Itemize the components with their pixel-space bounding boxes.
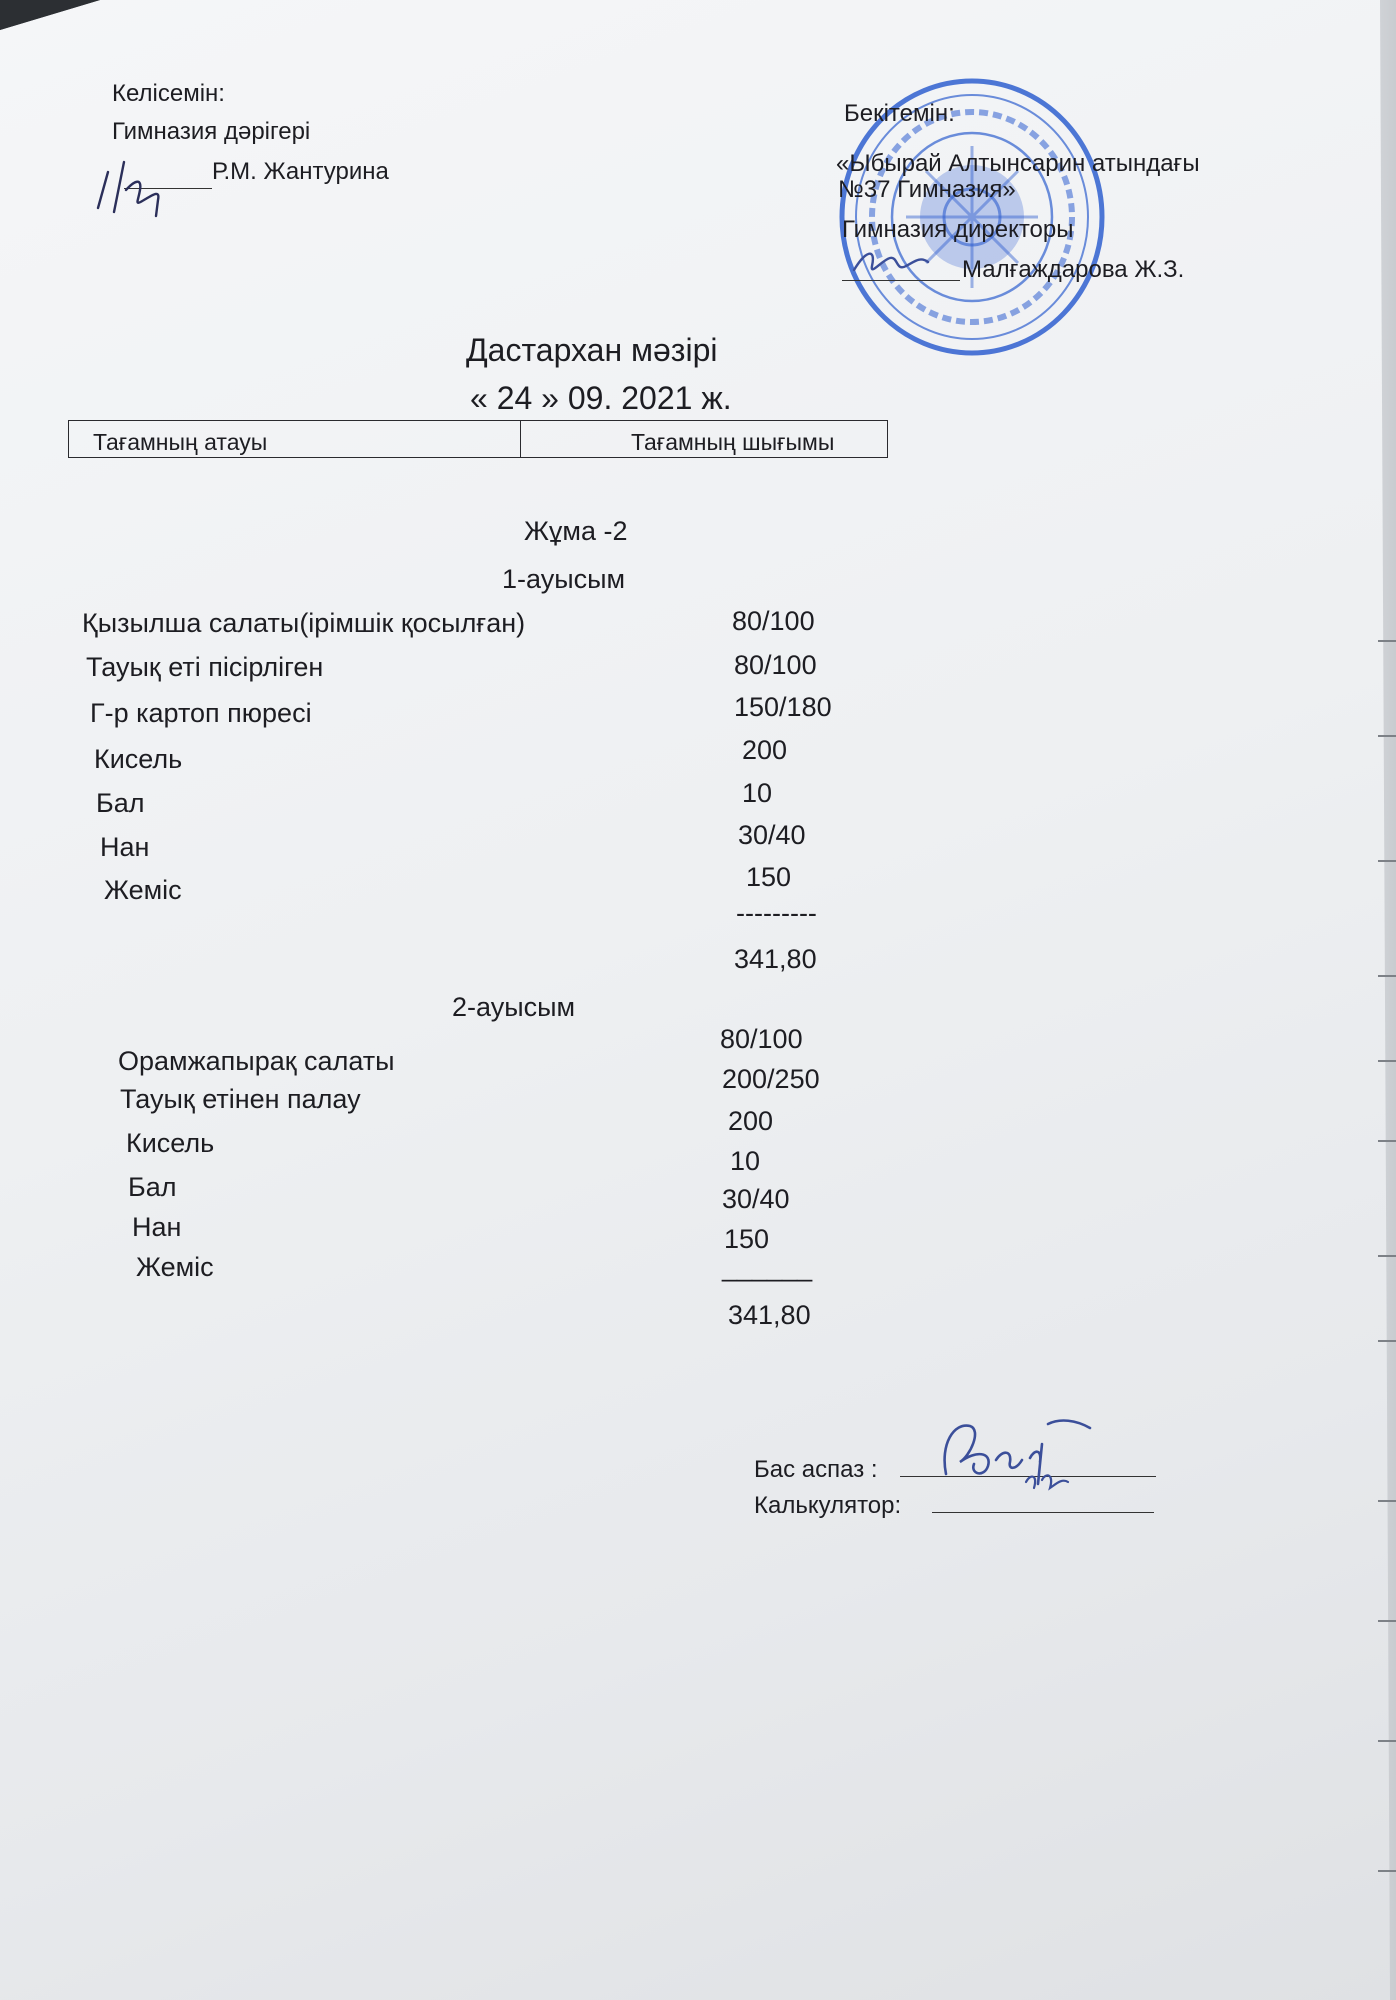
chef-label: Бас аспаз : (754, 1456, 878, 1483)
shift1-label: 1-ауысым (502, 564, 626, 594)
shift2-item-name: Нан (132, 1212, 182, 1242)
shift2-item-portion: 30/40 (722, 1184, 790, 1214)
shift1-item-portion: 150 (746, 862, 792, 892)
shift1-item-portion: 80/100 (734, 650, 817, 680)
day-label: Жұма -2 (524, 516, 628, 546)
shift2-item-name: Жеміс (136, 1252, 214, 1282)
shift2-total: 341,80 (728, 1300, 811, 1330)
agreed-label: Келісемін: (112, 80, 225, 107)
shift1-item-portion: 30/40 (738, 820, 806, 850)
chef-signature (930, 1404, 1100, 1516)
shift1-item-name: Нан (100, 832, 150, 862)
binder-edge-lines (1376, 0, 1396, 2000)
shift2-item-portion: 80/100 (720, 1024, 803, 1054)
shift2-item-portion: 10 (730, 1146, 761, 1176)
shift1-separator: --------- (736, 898, 817, 928)
shift1-item-portion: 10 (742, 778, 773, 808)
table-header-portion: Тағамның шығымы (631, 429, 835, 455)
director-position: Гимназия директоры (842, 216, 1074, 243)
shift2-item-portion: 200 (728, 1106, 774, 1136)
shift1-item-name: Кисель (94, 744, 183, 774)
shift2-item-name: Кисель (126, 1128, 215, 1158)
shift2-item-name: Бал (128, 1172, 177, 1202)
approved-label: Бекітемін: (844, 100, 955, 127)
doctor-signature (80, 150, 190, 220)
table-header-name: Тағамның атауы (69, 421, 521, 457)
shift1-item-name: Г-р картоп пюресі (90, 698, 312, 728)
shift1-item-name: Тауық еті пісірліген (86, 652, 324, 682)
doctor-name: Р.М. Жантурина (212, 158, 389, 185)
shift2-item-portion: 150 (724, 1224, 770, 1254)
director-signature (846, 240, 936, 285)
shift1-item-portion: 80/100 (732, 606, 815, 636)
shift2-label: 2-ауысым (452, 992, 576, 1022)
shift1-item-name: Қызылша салаты(ірімшік қосылған) (82, 608, 526, 638)
menu-title: Дастархан мәзірі (466, 332, 718, 368)
shift1-item-name: Жеміс (104, 875, 182, 905)
shift2-separator: ______ (722, 1252, 813, 1282)
org-name-line2: №37 Гимназия» (838, 176, 1016, 203)
shift1-total: 341,80 (734, 944, 817, 974)
doctor-position: Гимназия дәрігері (112, 118, 311, 145)
shift1-item-name: Бал (96, 788, 145, 818)
shift2-item-name: Орамжапырақ салаты (118, 1046, 395, 1076)
director-name: Малғаждарова Ж.З. (962, 256, 1185, 283)
table-header (68, 420, 888, 458)
shift1-item-portion: 200 (742, 735, 788, 765)
menu-date: « 24 » 09. 2021 ж. (470, 380, 732, 416)
shift1-item-portion: 150/180 (734, 692, 832, 722)
shift2-item-portion: 200/250 (722, 1064, 820, 1094)
calculator-label: Калькулятор: (754, 1492, 902, 1519)
shift2-item-name: Тауық етінен палау (120, 1084, 361, 1114)
org-name-line1: «Ыбырай Алтынсарин атындағы (836, 150, 1200, 177)
